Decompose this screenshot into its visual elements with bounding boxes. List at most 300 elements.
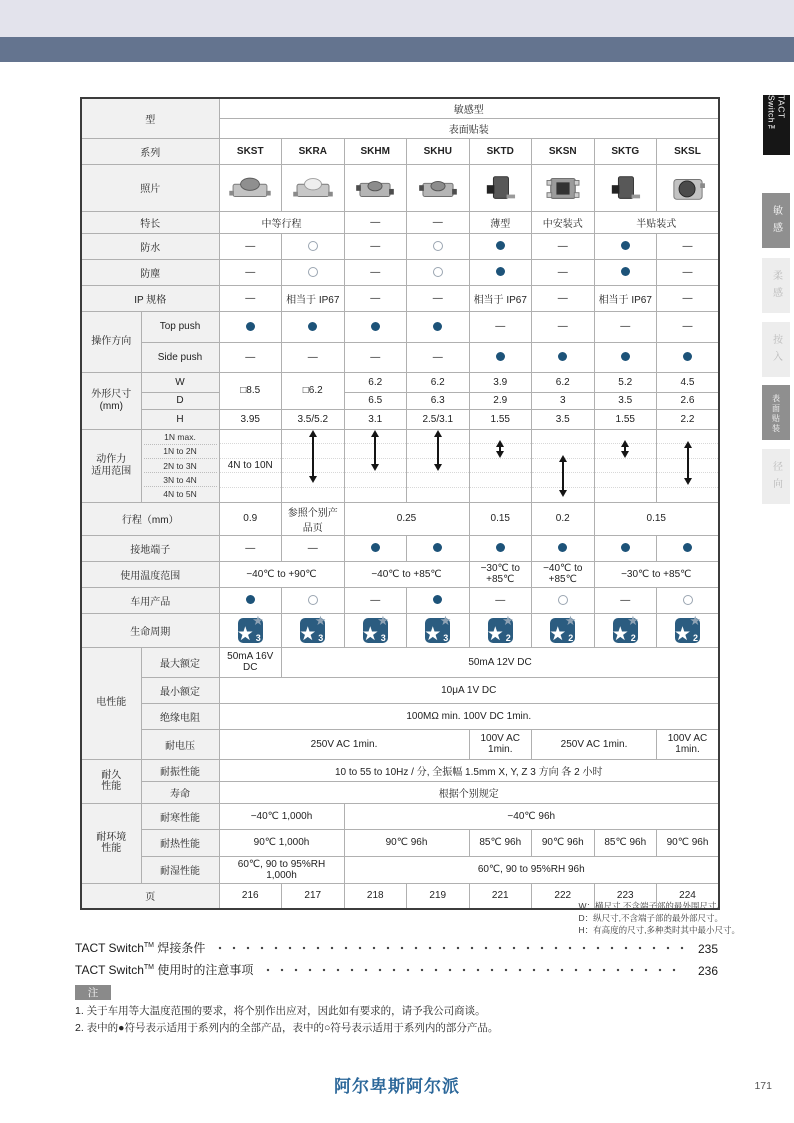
dash-cell: — [407, 285, 470, 311]
table-cell: 60℃, 90 to 95%RH 1,000h [219, 856, 344, 883]
table-cell: −30℃ to +85℃ [469, 561, 532, 587]
series-header-sksn: SKSN [532, 138, 595, 164]
table-cell [407, 259, 470, 285]
dash-cell: — [219, 259, 282, 285]
table-row [81, 98, 719, 118]
force-range-arrow-icon [371, 430, 379, 471]
filled-dot-icon [558, 543, 567, 552]
table-cell: 90℃ 96h [344, 829, 469, 856]
table-cell [344, 535, 407, 561]
table-cell [219, 587, 282, 613]
table-cell: 10μA 1V DC [219, 677, 719, 703]
life-cycle-number: 3 [255, 632, 261, 643]
force-range-arrow-icon [496, 440, 504, 458]
row-sublabel: 耐湿性能 [141, 856, 219, 883]
dash-cell: — [657, 233, 720, 259]
table-cell: 3.9 [469, 372, 532, 392]
dash-cell: — [344, 587, 407, 613]
table-cell: 100MΩ min. 100V DC 1min. [219, 703, 719, 729]
filled-dot-icon [558, 352, 567, 361]
star-back-icon: ★ [377, 613, 389, 628]
row-sublabel: 耐电压 [141, 729, 219, 759]
table-cell [344, 613, 407, 647]
table-cell: 85℃ 96h [594, 829, 657, 856]
table-row [81, 392, 719, 409]
life-cycle-badge [236, 613, 264, 645]
row-sublabel: W [141, 372, 219, 392]
filled-dot-icon [371, 543, 380, 552]
hollow-circle-icon [308, 595, 318, 605]
row-sublabel: Top push [141, 311, 219, 342]
life-cycle-number: 2 [505, 632, 511, 643]
star-icon: ★ [424, 623, 442, 645]
table-cell: 6.2 [344, 372, 407, 392]
table-cell: 半贴装式 [594, 211, 719, 233]
table-row [81, 613, 719, 647]
product-photo-image [472, 172, 530, 204]
row-label: 防水 [81, 233, 219, 259]
star-back-icon: ★ [627, 613, 639, 628]
force-text: 4N to 10N [227, 460, 273, 471]
table-cell [469, 535, 532, 561]
star-back-icon: ★ [502, 613, 514, 628]
filled-dot-icon [683, 543, 692, 552]
filled-dot-icon [246, 322, 255, 331]
row-label: 生命周期 [81, 613, 219, 647]
sidebar-product-tab-label: TACT Switch™ [766, 95, 787, 134]
table-cell [532, 535, 595, 561]
row-sublabel: 最大额定 [141, 647, 219, 677]
dimension-legend [578, 901, 740, 937]
product-photo-sktd [469, 164, 532, 211]
dimension-legend-line: W：横尺寸,不含端子部的最外围尺寸。 [578, 901, 725, 911]
dash-cell: — [469, 587, 532, 613]
table-cell [657, 587, 720, 613]
dash-cell: — [344, 285, 407, 311]
table-row [81, 372, 719, 392]
filled-dot-icon [371, 322, 380, 331]
star-back-icon: ★ [252, 613, 264, 628]
life-cycle-badge [361, 613, 389, 645]
force-range-arrow-icon [434, 430, 442, 471]
filled-dot-icon [433, 322, 442, 331]
reference-link-label: TACT Switch™ 使用时的注意事项 [75, 963, 254, 977]
life-cycle-badge [486, 613, 514, 645]
product-photo-image [222, 172, 280, 204]
sidebar-tab-smd: 表面贴装 [762, 385, 790, 440]
table-cell [657, 613, 720, 647]
table-cell: 中安装式 [532, 211, 595, 233]
table-cell [469, 342, 532, 372]
table-cell: 90℃ 1,000h [219, 829, 344, 856]
dash-cell: — [344, 211, 407, 233]
table-cell: 85℃ 96h [469, 829, 532, 856]
life-cycle-badge [611, 613, 639, 645]
table-cell: 0.2 [532, 502, 595, 535]
product-photo-image [347, 172, 405, 204]
table-row [81, 164, 719, 211]
star-back-icon: ★ [439, 613, 452, 628]
table-row [81, 781, 719, 803]
spec-table [80, 97, 720, 910]
star-icon: ★ [549, 623, 567, 645]
product-photo-image [597, 172, 655, 204]
row-label: 防塵 [81, 259, 219, 285]
table-cell [594, 535, 657, 561]
hollow-circle-icon [308, 241, 318, 251]
dash-cell: — [532, 285, 595, 311]
product-photo-sktg [594, 164, 657, 211]
row-group-label: 电性能 [81, 647, 141, 759]
star-icon: ★ [299, 623, 317, 645]
force-cell-skra [282, 429, 345, 502]
life-cycle-number: 3 [443, 632, 449, 643]
sidebar-tab-soft: 柔感 [762, 258, 790, 313]
table-cell: 2.6 [657, 392, 720, 409]
dash-cell: — [219, 342, 282, 372]
table-cell [469, 259, 532, 285]
force-range-label: 4N to 5N [144, 486, 217, 500]
dash-cell: — [219, 233, 282, 259]
sidebar-tab-push-in: 按入 [762, 322, 790, 377]
table-cell [594, 613, 657, 647]
row-group-label: 耐环境 性能 [81, 803, 141, 883]
table-cell: 10 to 55 to 10Hz / 分, 全振幅 1.5mm X, Y, Z 3 方向 各 2 小时 [219, 759, 719, 781]
row-label: 页 [81, 883, 219, 909]
table-cell [532, 342, 595, 372]
table-row [81, 409, 719, 429]
dash-cell: — [594, 311, 657, 342]
row-label: 使用温度范围 [81, 561, 219, 587]
dash-cell: — [657, 285, 720, 311]
life-cycle-number: 3 [380, 632, 386, 643]
table-cell: 219 [407, 883, 470, 909]
table-cell: −40℃ to +85℃ [344, 561, 469, 587]
photo-label: 照片 [81, 164, 219, 211]
filled-dot-icon [433, 595, 442, 604]
hollow-circle-icon [433, 267, 443, 277]
mount-group: 表面贴装 [219, 118, 719, 138]
dimension-legend-line: D：纵尺寸,不含端子部的最外部尺寸。 [578, 912, 723, 923]
dash-cell: — [657, 311, 720, 342]
table-row [81, 285, 719, 311]
product-photo-skst [219, 164, 282, 211]
series-header-skhm: SKHM [344, 138, 407, 164]
series-header-skhu: SKHU [407, 138, 470, 164]
table-cell: 薄型 [469, 211, 532, 233]
sidebar-tab-radial: 径向 [762, 449, 790, 504]
table-cell [532, 613, 595, 647]
table-cell [407, 535, 470, 561]
force-cell-sktd [469, 429, 532, 502]
product-photo-image [659, 172, 716, 204]
table-row [81, 587, 719, 613]
table-cell: 0.9 [219, 502, 282, 535]
row-label: IP 规格 [81, 285, 219, 311]
table-cell: 3.95 [219, 409, 282, 429]
force-sublabels [141, 429, 219, 502]
force-range-arrow-icon [559, 455, 567, 498]
table-cell: 50mA 16V DC [219, 647, 282, 677]
table-cell [407, 311, 470, 342]
series-header-sktd: SKTD [469, 138, 532, 164]
dash-cell: — [469, 311, 532, 342]
filled-dot-icon [683, 352, 692, 361]
footer-brand: 阿尔卑斯阿尔派 [334, 1077, 460, 1096]
reference-link-label: TACT Switch™ 焊接条件 [75, 941, 206, 955]
page-number: 171 [754, 1080, 772, 1092]
table-cell: 222 [532, 883, 595, 909]
series-header-skst: SKST [219, 138, 282, 164]
sidebar-product-tab [763, 95, 790, 155]
filled-dot-icon [246, 595, 255, 604]
table-cell: 2.5/3.1 [407, 409, 470, 429]
table-cell [282, 233, 345, 259]
dash-cell: — [219, 535, 282, 561]
type-label: 型 [81, 98, 219, 138]
table-cell: 224 [657, 883, 720, 909]
life-cycle-number: 3 [318, 632, 324, 643]
hollow-circle-icon [558, 595, 568, 605]
table-cell: 3.5 [532, 409, 595, 429]
table-cell [469, 613, 532, 647]
table-cell: 3.5/5.2 [282, 409, 345, 429]
table-cell: −40℃ 1,000h [219, 803, 344, 829]
dash-cell: — [594, 587, 657, 613]
table-cell [594, 233, 657, 259]
table-cell: 100V AC 1min. [657, 729, 720, 759]
table-cell: −40℃ to +90℃ [219, 561, 344, 587]
table-cell: 5.2 [594, 372, 657, 392]
star-icon: ★ [674, 623, 692, 645]
table-row [81, 677, 719, 703]
table-cell: 60℃, 90 to 95%RH 96h [344, 856, 719, 883]
table-cell: −40℃ to +85℃ [532, 561, 595, 587]
star-back-icon: ★ [314, 613, 327, 628]
sidebar-tab-sensitive: 敏感 [762, 193, 790, 248]
table-cell: 1.55 [469, 409, 532, 429]
note-badge: 注 [75, 985, 111, 1000]
table-cell: 0.15 [469, 502, 532, 535]
life-cycle-badge [549, 613, 577, 645]
table-cell: 216 [219, 883, 282, 909]
table-row [81, 211, 719, 233]
row-sublabel: Side push [141, 342, 219, 372]
series-header-sktg: SKTG [594, 138, 657, 164]
table-cell: 6.2 [532, 372, 595, 392]
product-photo-skra [282, 164, 345, 211]
hollow-circle-icon [308, 267, 318, 277]
product-photo-sksn [532, 164, 595, 211]
force-range-label: 1N to 2N [144, 444, 217, 458]
table-cell: 中等行程 [219, 211, 344, 233]
hollow-circle-icon [433, 241, 443, 251]
dash-cell: — [532, 311, 595, 342]
dash-cell: — [282, 535, 345, 561]
table-cell: 218 [344, 883, 407, 909]
star-icon: ★ [486, 623, 504, 645]
reference-links [75, 934, 718, 978]
series-label: 系列 [81, 138, 219, 164]
filled-dot-icon [496, 267, 505, 276]
table-row [81, 429, 719, 502]
row-sublabel: 最小额定 [141, 677, 219, 703]
row-sublabel: 绝缘电阻 [141, 703, 219, 729]
table-cell: □6.2 [282, 372, 345, 409]
dash-cell: — [532, 259, 595, 285]
force-range-arrow-icon [309, 430, 317, 483]
dash-cell: — [657, 259, 720, 285]
dimension-legend-line: H：有高度的尺寸,多种类时其中最小尺寸。 [578, 924, 740, 935]
table-cell [344, 311, 407, 342]
dot-leader [261, 964, 684, 976]
row-group-label: 操作方向 [81, 311, 141, 372]
table-row [81, 561, 719, 587]
table-row [81, 803, 719, 829]
force-cell-sktg [594, 429, 657, 502]
dash-cell: — [407, 342, 470, 372]
table-cell: 250V AC 1min. [532, 729, 657, 759]
force-range-arrow-icon [684, 441, 692, 484]
dash-cell: — [344, 259, 407, 285]
top-band [0, 0, 794, 37]
table-cell [594, 259, 657, 285]
table-cell: 根据个别规定 [219, 781, 719, 803]
table-cell: 4.5 [657, 372, 720, 392]
table-cell: 223 [594, 883, 657, 909]
table-cell [657, 535, 720, 561]
dash-cell: — [532, 233, 595, 259]
row-sublabel: H [141, 409, 219, 429]
table-cell: 90℃ 96h [657, 829, 720, 856]
table-cell: 6.5 [344, 392, 407, 409]
star-icon: ★ [611, 623, 629, 645]
dash-cell: — [219, 285, 282, 311]
table-cell [407, 587, 470, 613]
force-cell-skhm [344, 429, 407, 502]
table-cell: 3 [532, 392, 595, 409]
series-header-skra: SKRA [282, 138, 345, 164]
row-label: 车用产品 [81, 587, 219, 613]
force-cell-skhu [407, 429, 470, 502]
force-range-arrow-icon [621, 440, 629, 458]
table-cell [282, 613, 345, 647]
row-sublabel: D [141, 392, 219, 409]
table-cell [282, 311, 345, 342]
table-cell: 217 [282, 883, 345, 909]
filled-dot-icon [308, 322, 317, 331]
product-photo-skhu [407, 164, 470, 211]
notes-list [75, 1003, 498, 1037]
force-range-label: 1N max. [164, 432, 196, 443]
table-cell: −30℃ to +85℃ [594, 561, 719, 587]
table-cell: 2.2 [657, 409, 720, 429]
row-sublabel: 耐振性能 [141, 759, 219, 781]
table-row [81, 233, 719, 259]
star-icon: ★ [361, 623, 379, 645]
product-photo-image [409, 172, 467, 204]
table-cell: 参照个别产品页 [282, 502, 345, 535]
star-icon: ★ [236, 623, 254, 645]
table-cell [219, 311, 282, 342]
table-row [81, 856, 719, 883]
row-sublabel: 寿命 [141, 781, 219, 803]
table-cell [407, 613, 470, 647]
table-row [81, 535, 719, 561]
table-cell: □8.5 [219, 372, 282, 409]
table-cell: 90℃ 96h [532, 829, 595, 856]
note-line: 2. 表中的●符号表示适用于系列内的全部产品，表中的○符号表示适用于系列内的部分产品。 [75, 1021, 499, 1034]
product-photo-skhm [344, 164, 407, 211]
table-cell: 1.55 [594, 409, 657, 429]
table-cell: 6.2 [407, 372, 470, 392]
filled-dot-icon [621, 267, 630, 276]
filled-dot-icon [621, 352, 630, 361]
table-cell: 250V AC 1min. [219, 729, 469, 759]
hollow-circle-icon [683, 595, 693, 605]
table-row [81, 311, 719, 342]
series-header-sksl: SKSL [657, 138, 720, 164]
table-cell: 相当于 IP67 [282, 285, 345, 311]
product-photo-sksl [657, 164, 720, 211]
filled-dot-icon [496, 543, 505, 552]
table-cell: −40℃ 96h [344, 803, 719, 829]
life-cycle-number: 2 [568, 632, 574, 643]
reference-page-number: 235 [697, 942, 718, 956]
row-sublabel: 耐热性能 [141, 829, 219, 856]
star-back-icon: ★ [689, 613, 701, 628]
table-cell [282, 587, 345, 613]
table-row [81, 703, 719, 729]
star-back-icon: ★ [564, 613, 577, 628]
product-photo-image [534, 172, 592, 204]
filled-dot-icon [621, 241, 630, 250]
table-cell: 相当于 IP67 [594, 285, 657, 311]
filled-dot-icon [496, 241, 505, 250]
row-group-label: 动作力 适用范围 [81, 429, 141, 502]
table-cell: 0.25 [344, 502, 469, 535]
row-label: 特长 [81, 211, 219, 233]
type-group: 敏感型 [219, 98, 719, 118]
table-cell: 100V AC 1min. [469, 729, 532, 759]
dash-cell: — [282, 342, 345, 372]
dash-cell: — [344, 342, 407, 372]
filled-dot-icon [621, 543, 630, 552]
table-row [81, 729, 719, 759]
dash-cell: — [407, 211, 470, 233]
table-cell [282, 259, 345, 285]
table-cell: 3.5 [594, 392, 657, 409]
table-row [81, 138, 719, 164]
life-cycle-number: 2 [630, 632, 636, 643]
accent-band [0, 37, 794, 62]
row-sublabel: 耐寒性能 [141, 803, 219, 829]
force-cell-sksl [657, 429, 720, 502]
row-group-label: 外形尺寸 (mm) [81, 372, 141, 429]
life-cycle-badge [299, 613, 327, 645]
table-cell: 6.3 [407, 392, 470, 409]
table-cell: 2.9 [469, 392, 532, 409]
dot-leader [213, 942, 684, 954]
life-cycle-badge [674, 613, 701, 645]
row-label: 行程（mm） [81, 502, 219, 535]
table-cell: 0.15 [594, 502, 719, 535]
reference-page-number: 236 [697, 964, 718, 978]
table-row [81, 759, 719, 781]
reference-link-row [75, 956, 718, 978]
table-row [81, 502, 719, 535]
table-row [81, 259, 719, 285]
